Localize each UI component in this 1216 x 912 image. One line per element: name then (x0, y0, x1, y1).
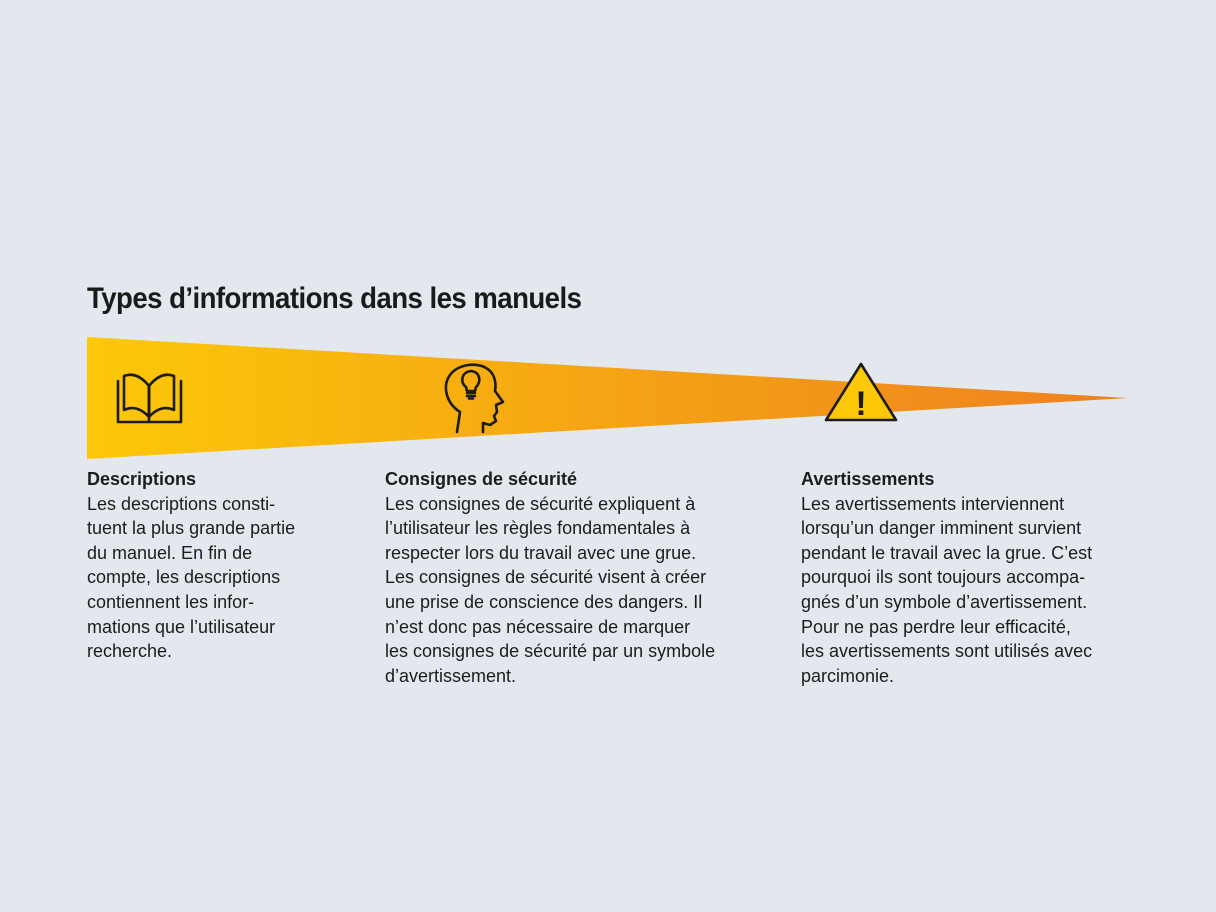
text-line: Les avertissements interviennent (801, 493, 1065, 514)
text-line: Les consignes de sécurité expliquent à (385, 493, 696, 514)
text-line: d’avertissement. (385, 665, 517, 686)
text-line: l’utilisateur les règles fondamentales à (385, 518, 691, 539)
text-line: une prise de conscience des dangers. Il (385, 591, 703, 612)
text-line: du manuel. En fin de (87, 542, 253, 563)
text-line: lorsqu’un danger imminent survient (801, 518, 1082, 539)
text-line: Les descriptions consti- (87, 493, 276, 514)
warning-exclamation: ! (855, 385, 867, 423)
text-line: n’est donc pas nécessaire de marquer (385, 616, 691, 637)
text-line: les avertissements sont utilisés avec (801, 641, 1093, 662)
page-title: Types d’informations dans les manuels (87, 282, 582, 315)
column-heading: Consignes de sécurité (385, 469, 578, 489)
wedge-shape (87, 337, 1128, 459)
column-text (801, 492, 1161, 689)
text-line: gnés d’un symbole d’avertissement. (801, 591, 1088, 612)
text-line: compte, les descriptions (87, 567, 281, 588)
column-heading: Descriptions (87, 469, 197, 489)
text-line: parcimonie. (801, 665, 895, 686)
text-line: pendant le travail avec la grue. C’est (801, 542, 1093, 563)
column-text (87, 492, 347, 664)
text-line: recherche. (87, 641, 173, 662)
text-line: Pour ne pas perdre leur efficacité, (801, 616, 1071, 637)
text-line: tuent la plus grande partie (87, 518, 296, 539)
text-line: Les consignes de sécurité visent à créer (385, 567, 707, 588)
column-safety-instructions (385, 467, 765, 688)
text-line: mations que l’utilisateur (87, 616, 276, 637)
text-line: contiennent les infor- (87, 591, 255, 612)
text-line: respecter lors du travail avec une grue. (385, 542, 697, 563)
column-warnings (801, 467, 1161, 688)
column-heading: Avertissements (801, 469, 935, 489)
column-text (385, 492, 765, 689)
text-line: pourquoi ils sont toujours accompa- (801, 567, 1086, 588)
text-line: les consignes de sécurité par un symbole (385, 641, 716, 662)
column-descriptions (87, 467, 347, 664)
